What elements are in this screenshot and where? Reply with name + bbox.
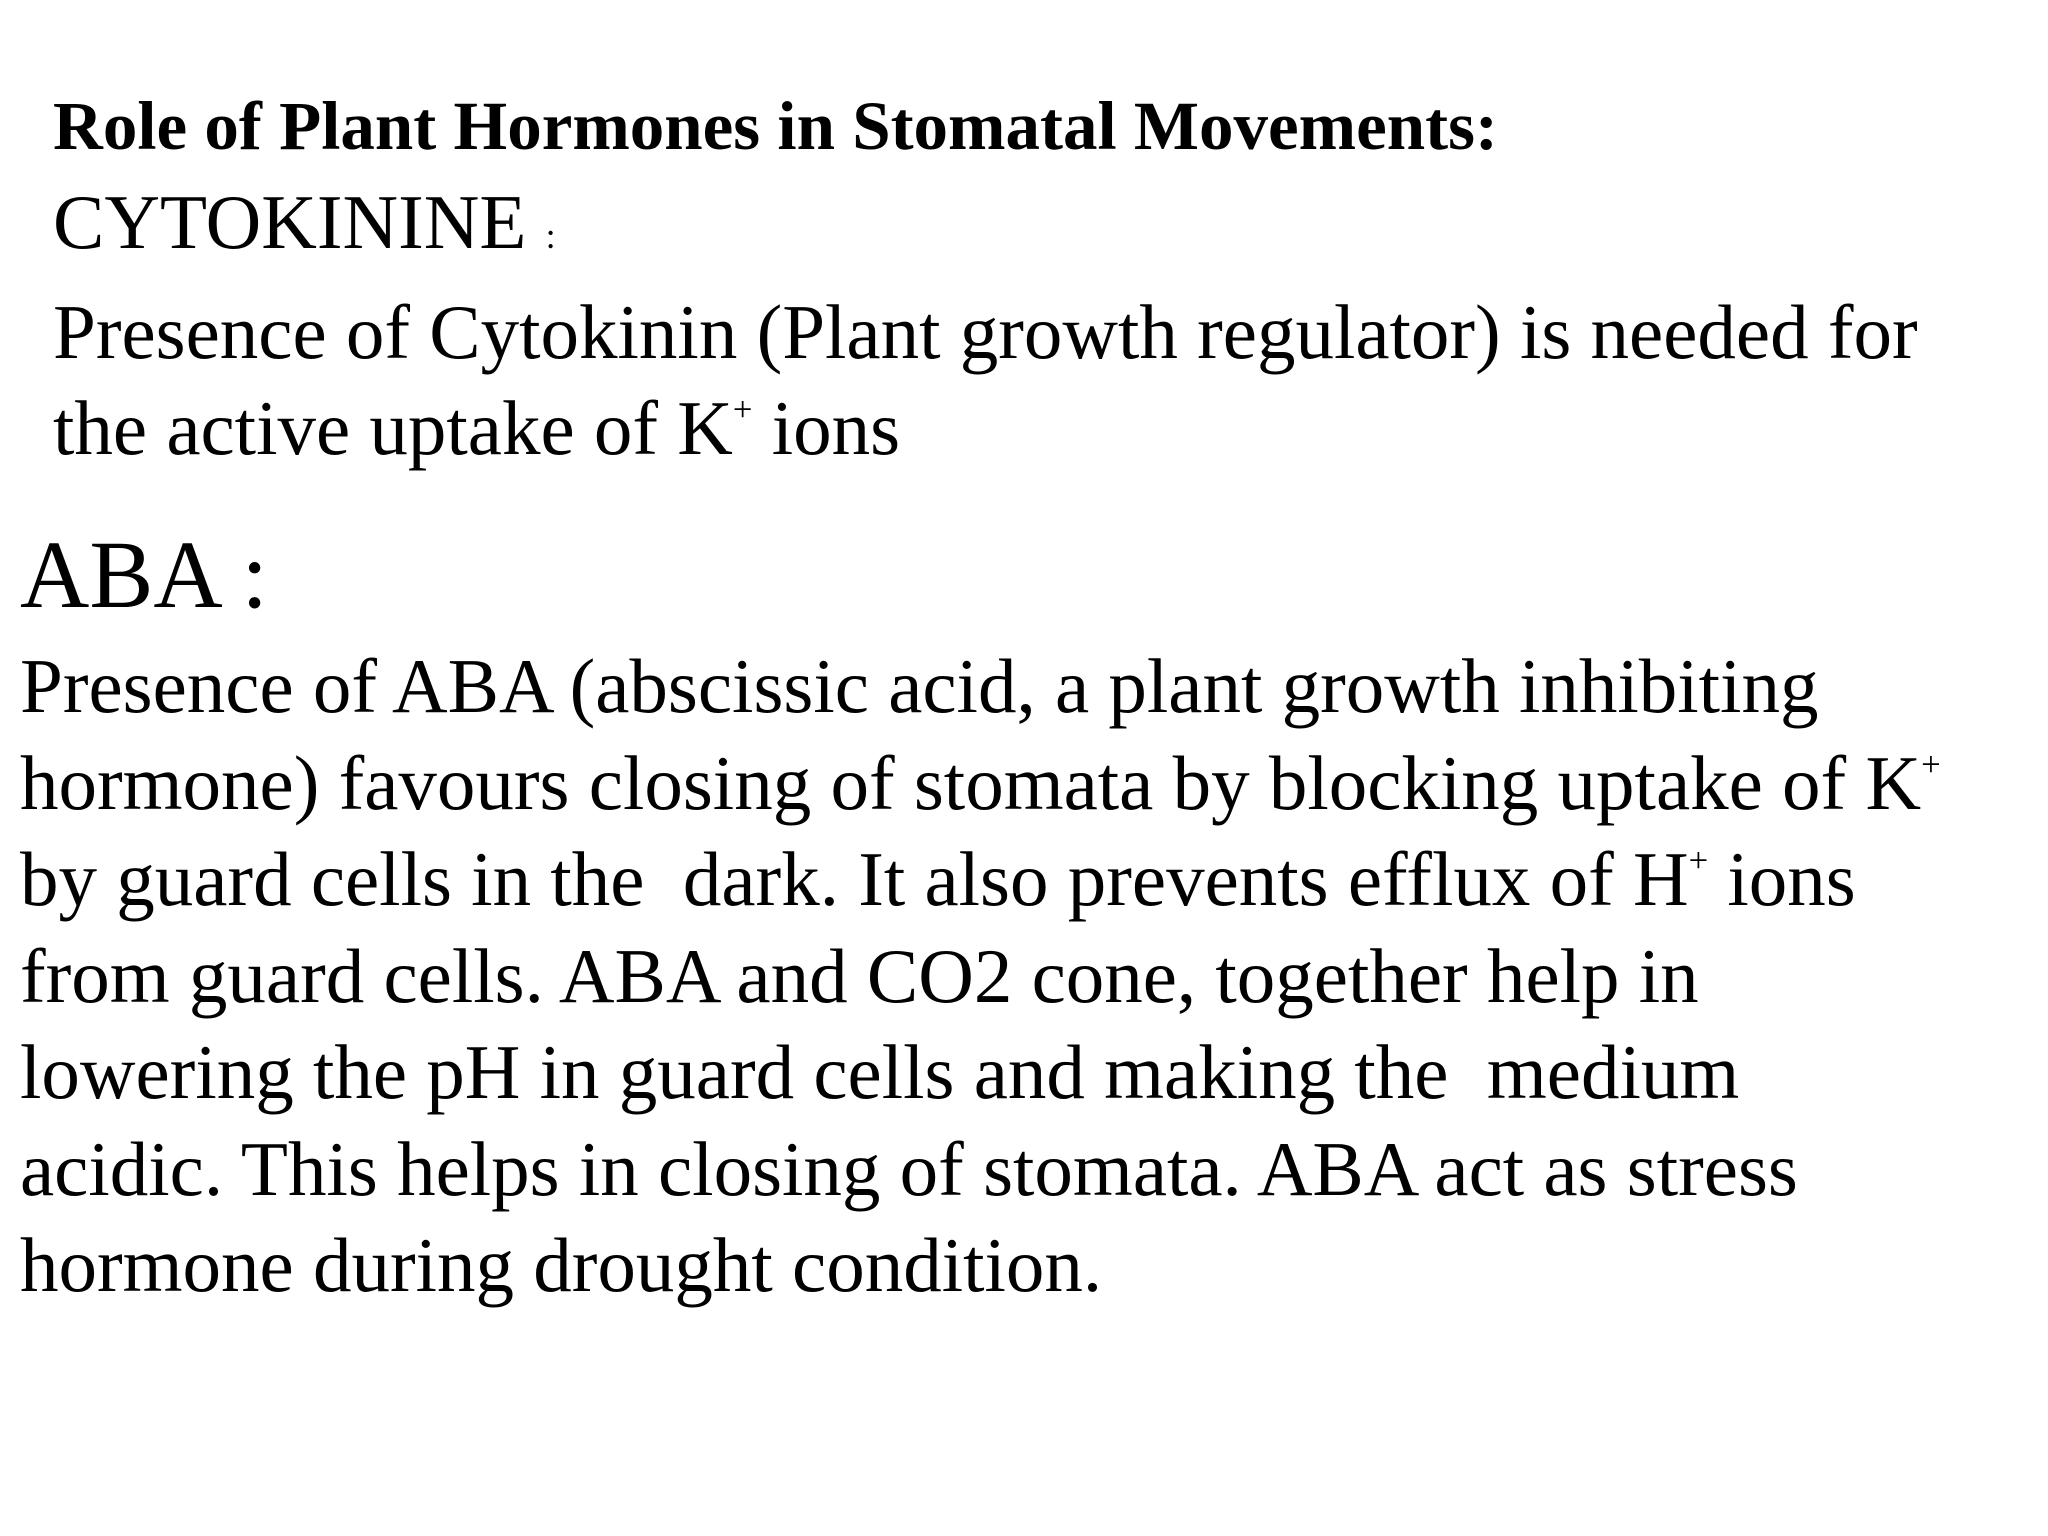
aba-line-2-text: hormone) favours closing of stomata by blocking uptake of K [20,739,1922,826]
superscript-plus: + [732,391,753,430]
aba-line-1: Presence of ABA (abscissic acid, a plant growth inhibiting [20,643,1819,729]
aba-line-5: lowering the pH in guard cells and making the medium [20,1029,1740,1115]
aba-line-7: hormone during drought condition. [20,1222,1103,1308]
aba-line-3-end: ions [1708,836,1856,922]
aba-section [20,520,2030,1314]
superscript-plus: + [1688,842,1709,881]
cytokinine-line-2 [53,380,2013,476]
cytokinine-heading [53,174,2013,284]
cytokinine-line-2-end: ions [752,385,901,471]
cytokinine-heading-colon: : [545,216,556,256]
aba-line-3-text: by guard cells in the dark. It also prevents efflux of H [20,836,1689,922]
cytokinine-paragraph [53,284,2013,476]
superscript-plus: + [1921,745,1941,784]
aba-line-2 [20,735,2030,832]
aba-heading: ABA : [20,521,269,628]
aba-line-6: acidic. This helps in closing of stomata. ABA act as stress [20,1125,1798,1212]
cytokinine-line-2-text: the active uptake of K [53,385,733,471]
cytokinine-section [53,78,2013,476]
cytokinine-line-1: Presence of Cytokinin (Plant growth regulator) is needed for [53,289,1918,375]
cytokinine-heading-text: CYTOKININE [53,179,527,265]
aba-line-3 [20,831,2030,928]
aba-paragraph [20,638,2030,1314]
aba-line-4: from guard cells. ABA and CO2 cone, together help in [20,932,1699,1019]
slide-title: Role of Plant Hormones in Stomatal Movements: [53,88,1498,164]
